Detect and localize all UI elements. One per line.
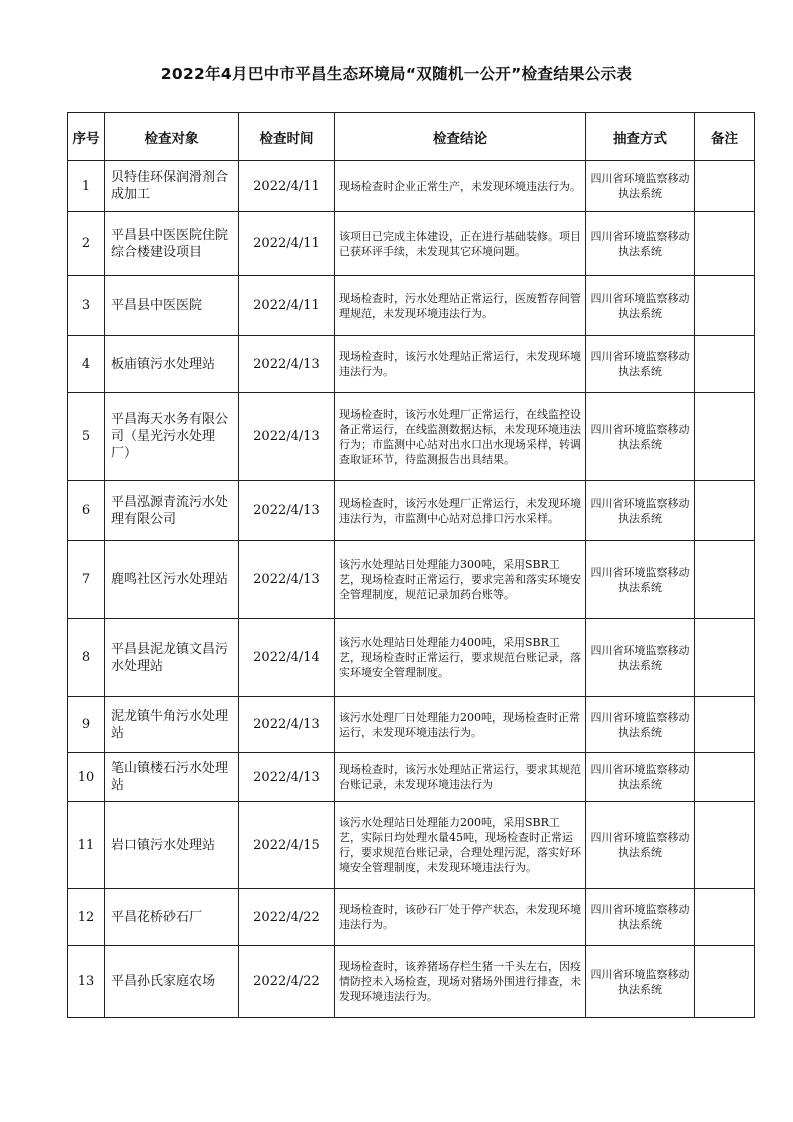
cell-result: 现场检查时，该污水处理厂正常运行，未发现环境违法行为，市监测中心站对总排口污水采样。 [335,481,586,541]
table-row [68,541,755,619]
cell-result: 现场检查时，该养猪场存栏生猪一千头左右，因疫情防控未入场检查，现场对猪场外围进行排查，未发现环境违法行为。 [335,946,586,1018]
cell-result: 现场检查时，该污水处理厂正常运行，在线监控设备正常运行，在线监测数据达标，未发现环境违法行为；市监测中心站对出水口出水现场采样，转调查取证环节，待监测报告出具结果。 [335,393,586,481]
cell-time: 2022/4/13 [239,336,335,393]
cell-note [695,212,755,276]
cell-method: 四川省环境监察移动执法系统 [586,481,695,541]
table-row [68,889,755,946]
cell-object: 平昌泓源青流污水处理有限公司 [105,481,239,541]
cell-note [695,336,755,393]
cell-object: 平昌花桥砂石厂 [105,889,239,946]
table-row [68,697,755,753]
table-row [68,161,755,212]
cell-time: 2022/4/22 [239,889,335,946]
cell-method: 四川省环境监察移动执法系统 [586,541,695,619]
cell-index: 13 [68,946,105,1018]
cell-object: 平昌孙氏家庭农场 [105,946,239,1018]
cell-method: 四川省环境监察移动执法系统 [586,212,695,276]
page-title: 2022年4月巴中市平昌生态环境局“双随机一公开”检查结果公示表 [160,65,633,83]
cell-method: 四川省环境监察移动执法系统 [586,393,695,481]
cell-result: 该项目已完成主体建设，正在进行基础装修。项目已获环评手续，未发现其它环境问题。 [335,212,586,276]
cell-object: 平昌县中医医院 [105,276,239,336]
inspection-results-table [67,112,755,1018]
header-index: 序号 [68,113,105,161]
table-row [68,212,755,276]
cell-time: 2022/4/13 [239,481,335,541]
table-header-row [68,113,755,161]
cell-object: 贝特佳环保润滑剂合成加工 [105,161,239,212]
cell-index: 2 [68,212,105,276]
cell-note [695,697,755,753]
cell-note [695,541,755,619]
header-method: 抽查方式 [586,113,695,161]
table-row [68,276,755,336]
cell-time: 2022/4/11 [239,161,335,212]
cell-time: 2022/4/15 [239,802,335,889]
cell-object: 板庙镇污水处理站 [105,336,239,393]
cell-time: 2022/4/13 [239,541,335,619]
cell-index: 5 [68,393,105,481]
cell-index: 11 [68,802,105,889]
cell-note [695,946,755,1018]
cell-note [695,753,755,802]
cell-method: 四川省环境监察移动执法系统 [586,802,695,889]
table-row [68,802,755,889]
cell-result: 该污水处理站日处理能力400吨，采用SBR工艺，现场检查时正常运行，要求规范台账记录，落实环境安全管理制度。 [335,619,586,697]
cell-result: 现场检查时，该污水处理站正常运行，要求其规范台账记录，未发现环境违法行为 [335,753,586,802]
cell-index: 1 [68,161,105,212]
cell-method: 四川省环境监察移动执法系统 [586,753,695,802]
cell-object: 平昌海天水务有限公司（星光污水处理厂） [105,393,239,481]
cell-result: 该污水处理厂日处理能力200吨，现场检查时正常运行，未发现环境违法行为。 [335,697,586,753]
cell-time: 2022/4/11 [239,212,335,276]
cell-time: 2022/4/13 [239,697,335,753]
cell-note [695,276,755,336]
cell-note [695,619,755,697]
cell-time: 2022/4/13 [239,393,335,481]
cell-result: 现场检查时，污水处理站正常运行，医废暂存间管理规范，未发现环境违法行为。 [335,276,586,336]
table-row [68,481,755,541]
table-row [68,753,755,802]
table-row [68,336,755,393]
table-row [68,946,755,1018]
cell-result: 现场检查时，该砂石厂处于停产状态，未发现环境违法行为。 [335,889,586,946]
cell-index: 9 [68,697,105,753]
cell-time: 2022/4/11 [239,276,335,336]
cell-object: 泥龙镇牛角污水处理站 [105,697,239,753]
cell-time: 2022/4/14 [239,619,335,697]
cell-method: 四川省环境监察移动执法系统 [586,697,695,753]
cell-index: 4 [68,336,105,393]
cell-method: 四川省环境监察移动执法系统 [586,946,695,1018]
cell-note [695,889,755,946]
cell-method: 四川省环境监察移动执法系统 [586,276,695,336]
header-time: 检查时间 [239,113,335,161]
cell-time: 2022/4/22 [239,946,335,1018]
cell-note [695,393,755,481]
cell-index: 6 [68,481,105,541]
cell-note [695,481,755,541]
header-note: 备注 [695,113,755,161]
cell-object: 平昌县中医医院住院综合楼建设项目 [105,212,239,276]
cell-index: 3 [68,276,105,336]
cell-object: 笔山镇楼石污水处理站 [105,753,239,802]
cell-method: 四川省环境监察移动执法系统 [586,889,695,946]
cell-method: 四川省环境监察移动执法系统 [586,161,695,212]
cell-result: 该污水处理站日处理能力300吨，采用SBR工艺，现场检查时正常运行，要求完善和落实环境安全管理制度，规范记录加药台账等。 [335,541,586,619]
header-object: 检查对象 [105,113,239,161]
cell-method: 四川省环境监察移动执法系统 [586,336,695,393]
cell-note [695,161,755,212]
cell-result: 现场检查时，该污水处理站正常运行，未发现环境违法行为。 [335,336,586,393]
table-row [68,393,755,481]
cell-index: 12 [68,889,105,946]
cell-object: 鹿鸣社区污水处理站 [105,541,239,619]
cell-index: 10 [68,753,105,802]
cell-result: 该污水处理站日处理能力200吨，采用SBR工艺，实际日均处理水量45吨，现场检查时正常运行，要求规范台账记录，合理处理污泥，落实好环境安全管理制度，未发现环境违法行为。 [335,802,586,889]
cell-index: 7 [68,541,105,619]
cell-note [695,802,755,889]
cell-index: 8 [68,619,105,697]
header-result: 检查结论 [335,113,586,161]
cell-result: 现场检查时企业正常生产，未发现环境违法行为。 [335,161,586,212]
cell-method: 四川省环境监察移动执法系统 [586,619,695,697]
cell-time: 2022/4/13 [239,753,335,802]
table-row [68,619,755,697]
cell-object: 岩口镇污水处理站 [105,802,239,889]
cell-object: 平昌县泥龙镇文昌污水处理站 [105,619,239,697]
